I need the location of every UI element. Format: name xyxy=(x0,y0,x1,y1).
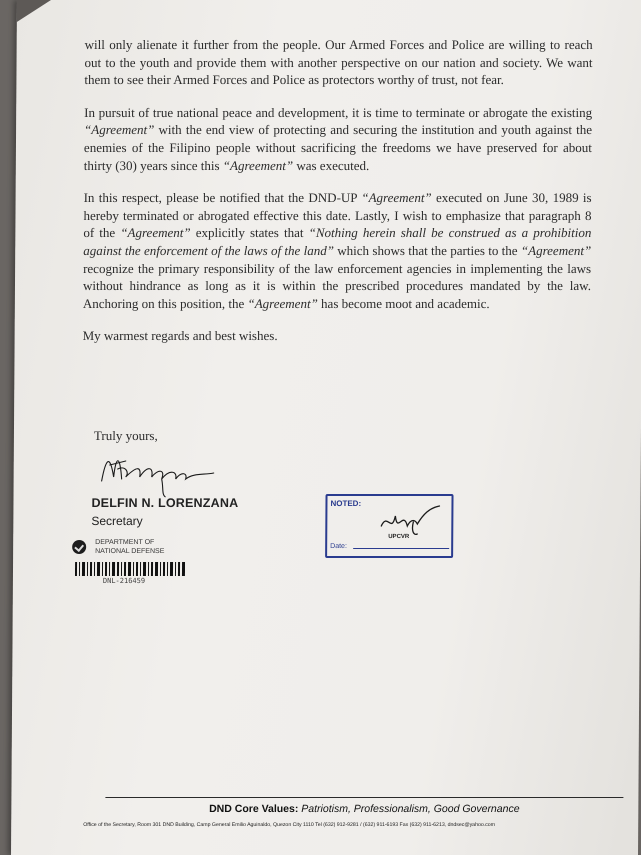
paragraph-alienate: will only alienate it further from the people. Our Armed Forces and Police are willing to reach out to the youth and provide them with another perspective on our nation and society. We want them to see their Armed Forces and Police as protectors worthy of trust, not fear. xyxy=(84,37,593,88)
department-stamp xyxy=(95,538,185,556)
tracking-number: DNL-216459 xyxy=(102,577,146,585)
core-values: DND Core Values: Patriotism, Professionalism, Good Governance xyxy=(209,803,520,815)
noted-stamp xyxy=(325,494,453,558)
footer-divider xyxy=(105,797,623,798)
paragraph-notification: In this respect, please be notified that the DND-UP “Agreement” executed on June 30, 1989 is hereby terminated or abrogated effective this date. Lastly, I wish to emphasize that paragraph 8 of the “Agreement” explicitly states that “Nothing herein shall be construed as a prohibition against the enforcement of the laws of the land” which shows that the parties to the “Agreement” recognize the primary responsibility of the law enforcement agencies in implementing the laws without hindrance as long as it is within the prescribed procedures mandated by the law. Anchoring on this position, the “Agreement” has become moot and academic. xyxy=(82,190,592,311)
handwritten-signature xyxy=(96,447,226,499)
noted-label: NOTED: xyxy=(330,499,362,508)
dnd-seal-icon xyxy=(72,540,86,554)
barcode-icon xyxy=(75,562,185,576)
office-address: Office of the Secretary, Room 301 DND Building, Camp General Emilio Aguinaldo, Quezon City 1110 Tel (632) 912-9281 / (632) 911-6193 Fax (632) 911-6213, dndsec@yahoo.com xyxy=(83,822,495,828)
closing-salutation: Truly yours, xyxy=(93,428,158,443)
folded-corner xyxy=(17,0,51,22)
noted-initials: UPCVR xyxy=(388,534,410,540)
regards-line: My warmest regards and best wishes. xyxy=(82,328,278,344)
department-line-2: NATIONAL DEFENSE xyxy=(95,548,165,555)
date-label: Date: xyxy=(330,543,347,550)
letter-body xyxy=(82,36,592,360)
signer-name: DELFIN N. LORENZANA xyxy=(91,496,239,510)
date-line xyxy=(353,548,449,549)
letter-page xyxy=(11,0,641,855)
noted-signature xyxy=(377,504,443,538)
paragraph-pursuit: In pursuit of true national peace and development, it is time to terminate or abrogate the existing “Agreement” with the end view of protecting and securing the institution and youth against the enemies of the Filipino people without sacrificing the freedoms we have preserved for about thirty (30) years since this “Agreement” was executed. xyxy=(83,104,593,173)
department-line-1: DEPARTMENT OF xyxy=(95,539,155,546)
signer-title: Secretary xyxy=(91,514,143,528)
